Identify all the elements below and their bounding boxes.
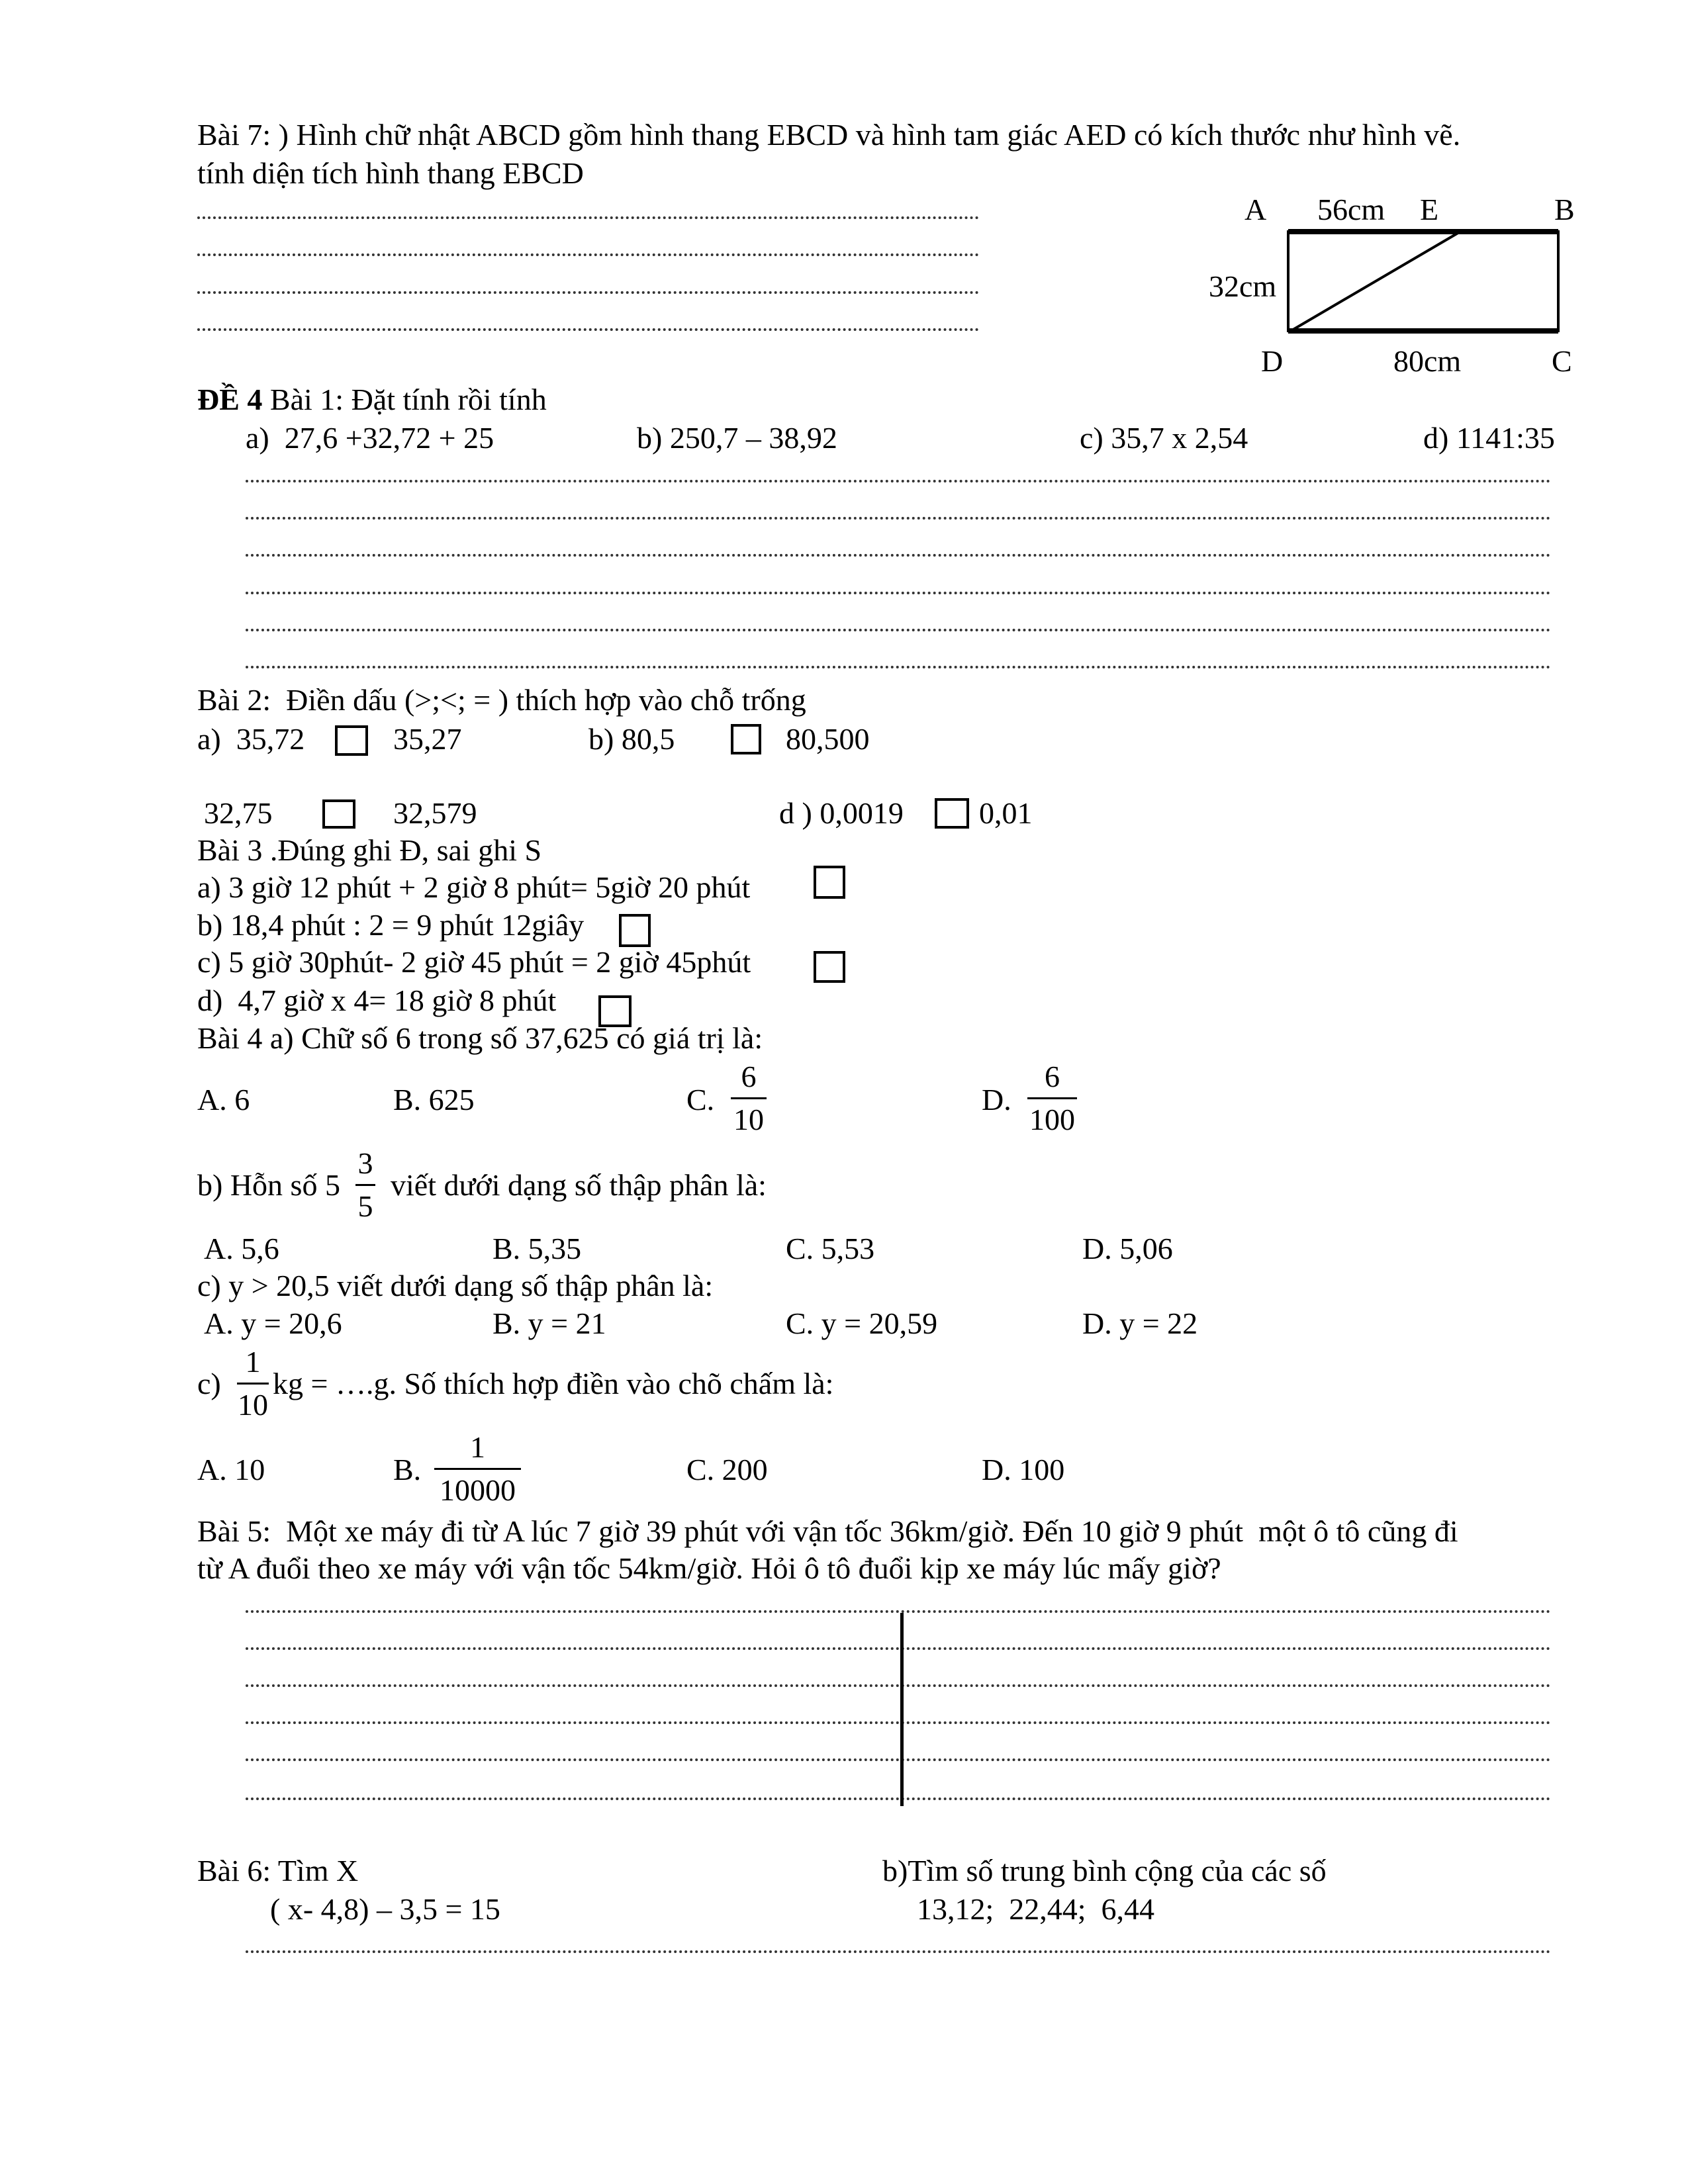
bai4c1-question: c) y > 20,5 viết dưới dạng số thập phân là: bbox=[197, 1269, 714, 1302]
answer-dotted-line bbox=[246, 480, 1551, 482]
bai4c2-option-c: C. 200 bbox=[686, 1453, 768, 1486]
label-56cm: 56cm bbox=[1317, 193, 1385, 226]
answer-dotted-line bbox=[246, 554, 1551, 557]
numerator: 1 bbox=[245, 1345, 261, 1379]
bai4c1-option-c: C. y = 20,59 bbox=[786, 1306, 938, 1340]
answer-dotted-line bbox=[246, 1758, 1551, 1761]
bai6b-numbers: 13,12; 22,44; 6,44 bbox=[917, 1892, 1155, 1926]
answer-box[interactable] bbox=[335, 725, 368, 756]
label-a: A bbox=[1244, 193, 1267, 226]
bai4c1-option-a: A. y = 20,6 bbox=[204, 1306, 342, 1340]
fraction-6-100 bbox=[1027, 1059, 1077, 1138]
vertical-divider bbox=[900, 1613, 904, 1806]
answer-dotted-line bbox=[246, 666, 1551, 668]
bai1-title: Bài 1: Đặt tính rồi tính bbox=[262, 383, 547, 416]
bai3-d: d) 4,7 giờ x 4= 18 giờ 8 phút bbox=[197, 983, 557, 1017]
bai4a-option-c: C. bbox=[686, 1083, 715, 1116]
bai3-c: c) 5 giờ 30phút- 2 giờ 45 phút = 2 giờ 45phút bbox=[197, 945, 751, 979]
bai2-a-right: 35,27 bbox=[393, 722, 462, 756]
answer-dotted-line bbox=[246, 517, 1551, 520]
bai6b-title: b)Tìm số trung bình cộng của các số bbox=[882, 1854, 1327, 1888]
bai3-b: b) 18,4 phút : 2 = 9 phút 12giây bbox=[197, 908, 585, 942]
denominator: 100 bbox=[1029, 1103, 1075, 1136]
segment-de bbox=[1291, 232, 1460, 331]
answer-dotted-line bbox=[246, 1721, 1551, 1724]
denominator: 5 bbox=[357, 1189, 373, 1223]
answer-dotted-line bbox=[246, 1684, 1551, 1687]
denominator: 10000 bbox=[440, 1473, 516, 1507]
bai2-d-right: 0,01 bbox=[979, 796, 1033, 830]
denominator: 10 bbox=[238, 1388, 268, 1422]
answer-box[interactable] bbox=[619, 914, 651, 947]
bai4c2-option-b: B. bbox=[393, 1453, 422, 1486]
bai4-title: Bài 4 a) Chữ số 6 trong số 37,625 có giá trị là: bbox=[197, 1021, 763, 1055]
bai4b-prefix: b) Hỗn số 5 bbox=[197, 1168, 340, 1202]
answer-dotted-line bbox=[246, 629, 1551, 631]
bai2-b-left: b) 80,5 bbox=[588, 722, 675, 756]
answer-dotted-line bbox=[246, 1610, 1551, 1613]
label-e: E bbox=[1420, 193, 1439, 226]
answer-box[interactable] bbox=[731, 724, 761, 754]
bai1-d: d) 1141:35 bbox=[1423, 421, 1555, 455]
bai2-c-left: 32,75 bbox=[204, 796, 273, 830]
bai4c2-prefix: c) bbox=[197, 1367, 221, 1400]
bai4c2-suffix: kg = ….g. Số thích hợp điền vào chõ chấm là: bbox=[273, 1367, 834, 1400]
bai5-line1: Bài 5: Một xe máy đi từ A lúc 7 giờ 39 phút với vận tốc 36km/giờ. Đến 10 giờ 9 phút một ô tô cũng đi bbox=[197, 1514, 1458, 1548]
bai2-title: Bài 2: Điền dấu (>;<; = ) thích hợp vào chỗ trống bbox=[197, 683, 806, 717]
bai4b-option-b: B. 5,35 bbox=[492, 1232, 582, 1265]
bai2-b-right: 80,500 bbox=[786, 722, 870, 756]
label-c: C bbox=[1552, 344, 1572, 378]
bai6-title: Bài 6: Tìm X bbox=[197, 1854, 359, 1888]
bai4c1-option-b: B. y = 21 bbox=[492, 1306, 606, 1340]
answer-box[interactable] bbox=[322, 799, 355, 829]
bai1-a: a) 27,6 +32,72 + 25 bbox=[246, 421, 494, 455]
bai4a-option-d: D. bbox=[982, 1083, 1011, 1116]
de4-heading bbox=[197, 382, 547, 418]
answer-box[interactable] bbox=[935, 798, 969, 829]
answer-dotted-line bbox=[246, 1647, 1551, 1650]
denominator: 10 bbox=[733, 1103, 764, 1136]
bai4c2-option-a: A. 10 bbox=[197, 1453, 265, 1486]
answer-dotted-line bbox=[246, 592, 1551, 594]
numerator: 6 bbox=[1045, 1060, 1060, 1093]
numerator: 1 bbox=[470, 1430, 485, 1464]
answer-box[interactable] bbox=[814, 866, 845, 899]
answer-box[interactable] bbox=[814, 951, 845, 983]
bai5-line2: từ A đuổi theo xe máy với vận tốc 54km/giờ. Hỏi ô tô đuổi kịp xe máy lúc mấy giờ? bbox=[197, 1551, 1221, 1585]
label-b: B bbox=[1554, 193, 1575, 226]
bai4c1-option-d: D. y = 22 bbox=[1082, 1306, 1198, 1340]
bai4b-option-d: D. 5,06 bbox=[1082, 1232, 1173, 1265]
label-d: D bbox=[1261, 344, 1284, 378]
answer-dotted-line bbox=[246, 1797, 1551, 1800]
numerator: 3 bbox=[357, 1146, 373, 1180]
bai7-question-line1: Bài 7: ) Hình chữ nhật ABCD gồm hình thang EBCD và hình tam giác AED có kích thước như hình vẽ. bbox=[197, 118, 1461, 152]
bai1-c: c) 35,7 x 2,54 bbox=[1080, 421, 1248, 455]
bai2-d-left: d ) 0,0019 bbox=[779, 796, 904, 830]
bai4b-suffix: viết dưới dạng số thập phân là: bbox=[391, 1168, 767, 1202]
fraction-1-10000 bbox=[434, 1430, 521, 1508]
answer-dotted-line bbox=[246, 1950, 1551, 1953]
bai4a-option-b: B. 625 bbox=[393, 1083, 475, 1116]
bai4a-option-a: A. 6 bbox=[197, 1083, 250, 1116]
rectangle-abcd bbox=[1288, 232, 1558, 331]
bai7-question-line2: tính diện tích hình thang EBCD bbox=[197, 156, 584, 190]
fraction-3-5 bbox=[355, 1146, 375, 1224]
bai2-c-right: 32,579 bbox=[393, 796, 477, 830]
bai6-equation: ( x- 4,8) – 3,5 = 15 bbox=[270, 1892, 500, 1926]
bai3-title: Bài 3 .Đúng ghi Đ, sai ghi S bbox=[197, 833, 542, 867]
bai2-a-left: a) 35,72 bbox=[197, 722, 305, 756]
de4-label: ĐỀ 4 bbox=[197, 383, 263, 416]
bai4b-option-a: A. 5,6 bbox=[204, 1232, 279, 1265]
label-32cm: 32cm bbox=[1209, 269, 1277, 303]
numerator: 6 bbox=[741, 1060, 757, 1093]
fraction-1-10 bbox=[237, 1344, 269, 1423]
label-80cm: 80cm bbox=[1393, 344, 1462, 378]
fraction-6-10 bbox=[731, 1059, 767, 1138]
bai3-a: a) 3 giờ 12 phút + 2 giờ 8 phút= 5giờ 20 phút bbox=[197, 870, 751, 904]
bai1-b: b) 250,7 – 38,92 bbox=[637, 421, 837, 455]
bai4c2-option-d: D. 100 bbox=[982, 1453, 1065, 1486]
bai4b-option-c: C. 5,53 bbox=[786, 1232, 875, 1265]
